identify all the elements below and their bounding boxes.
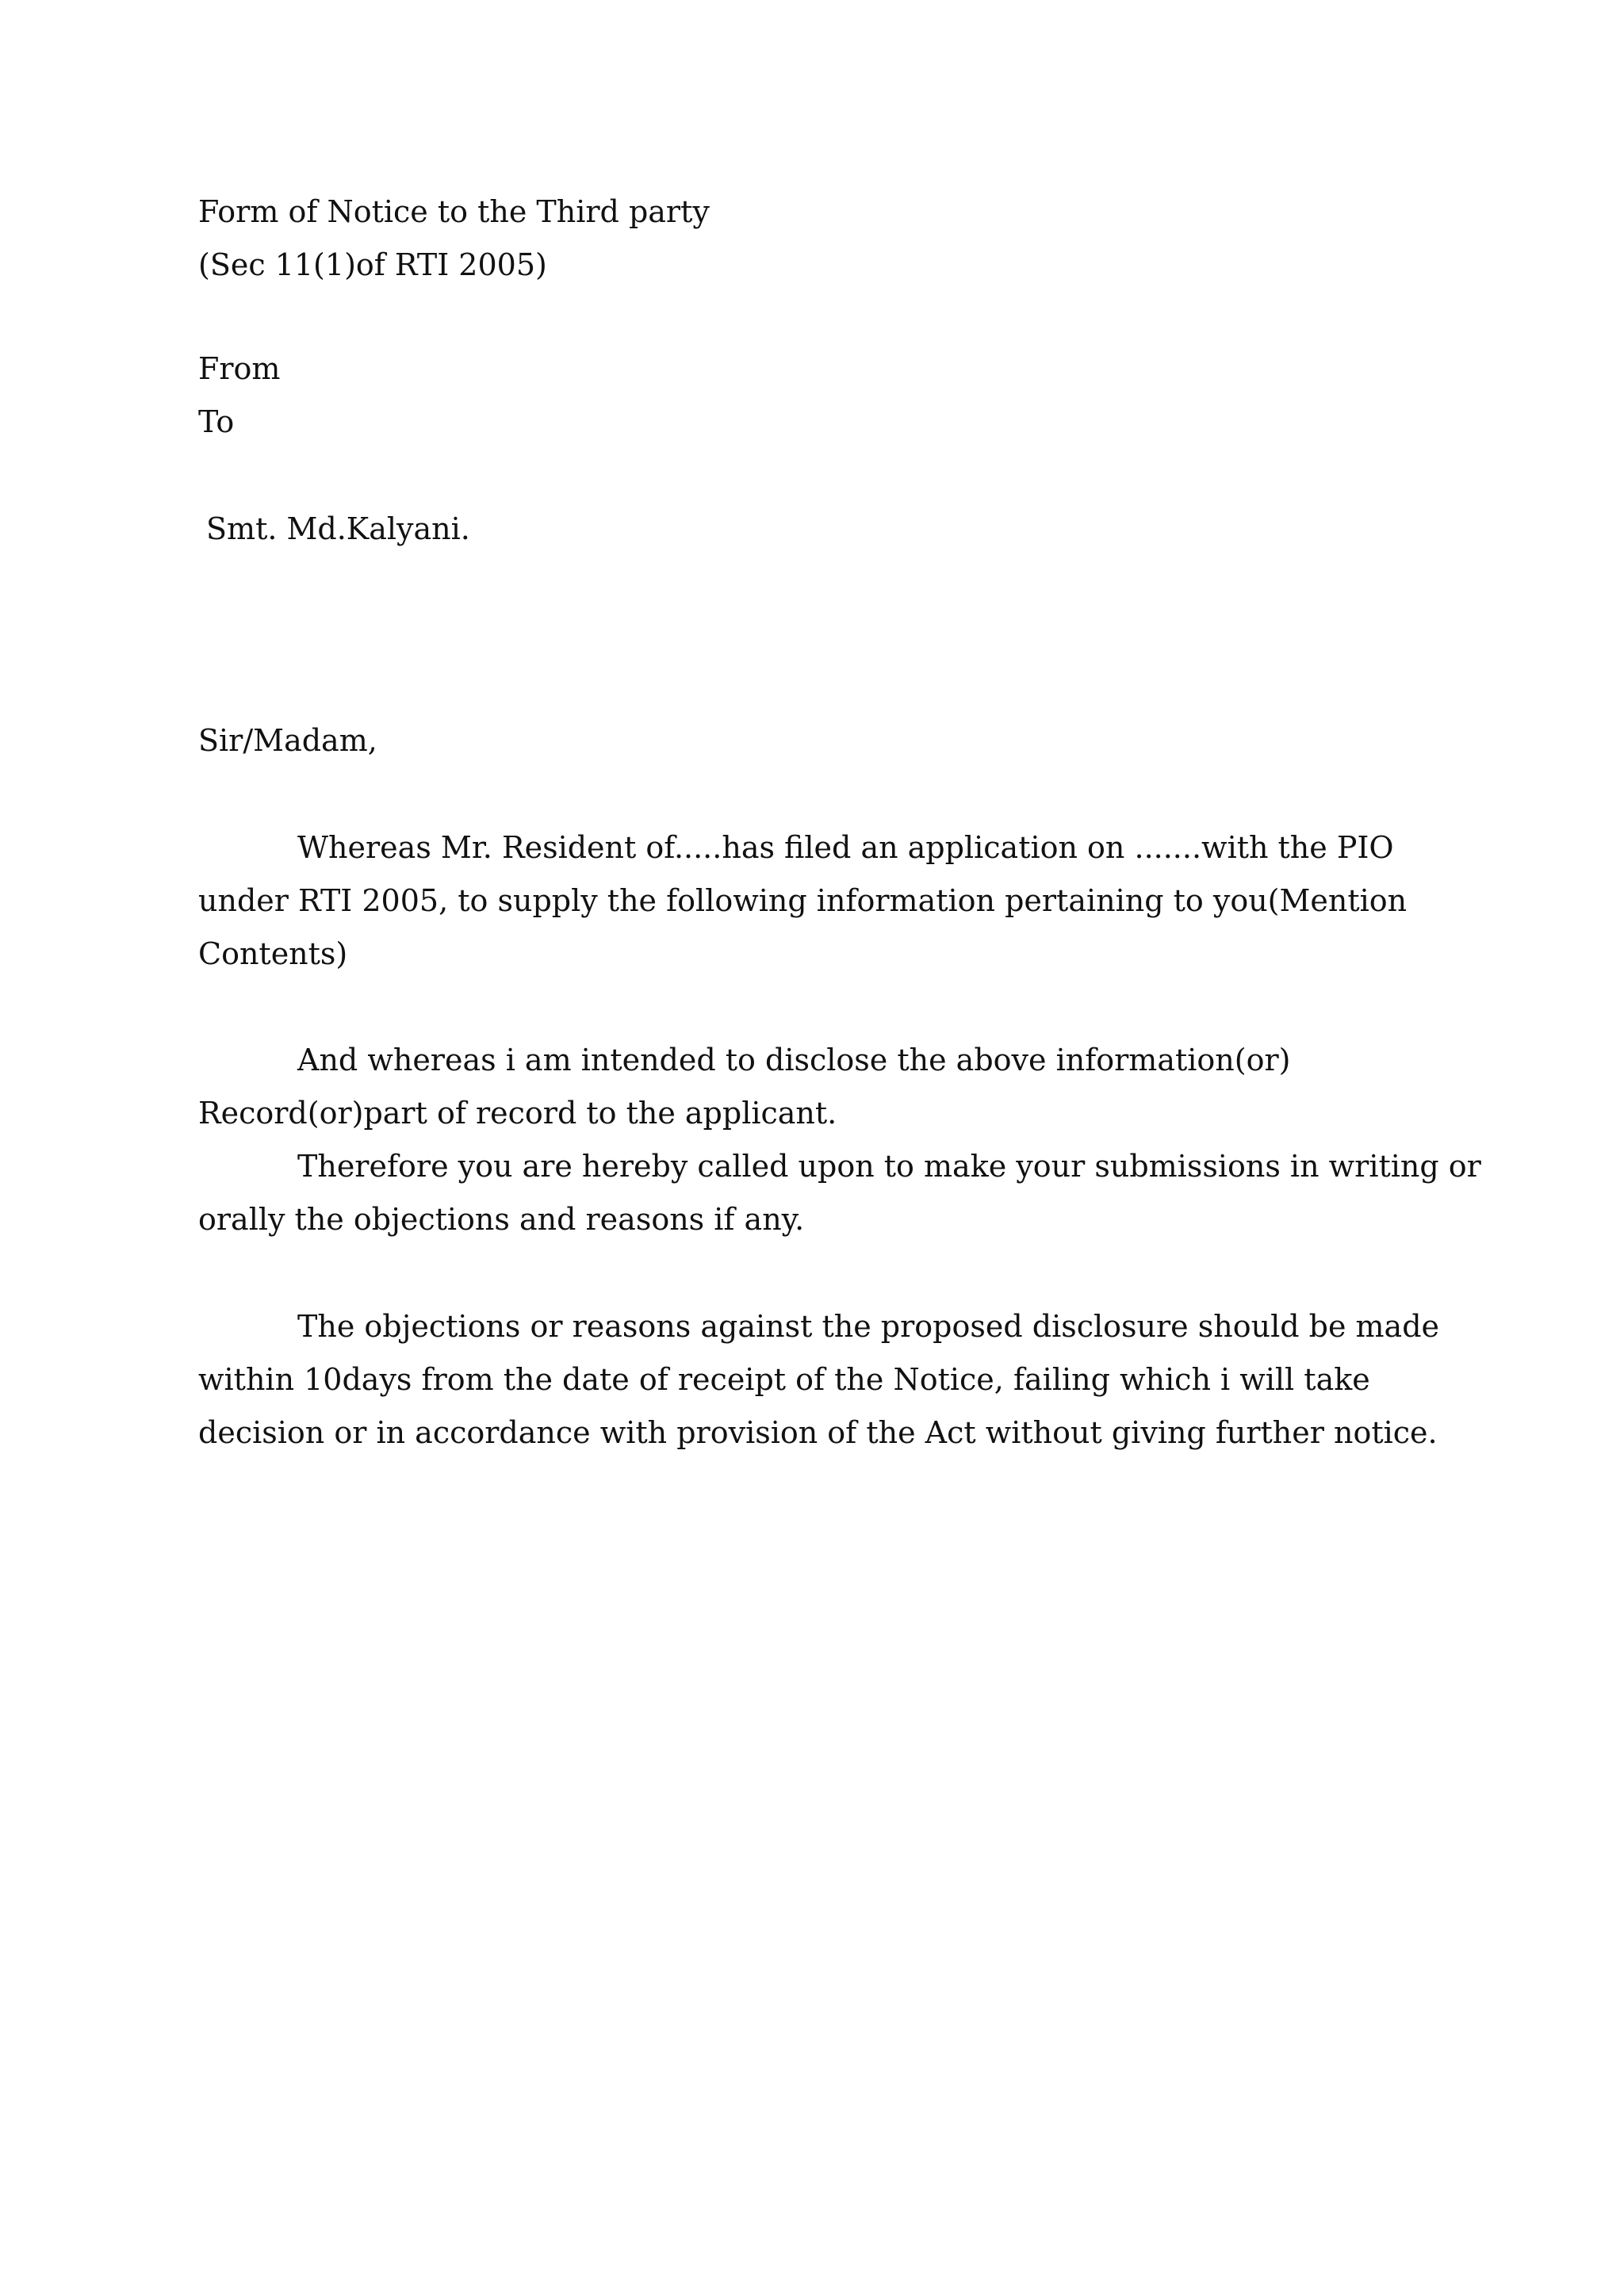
notice-section-reference: (Sec 11(1)of RTI 2005) <box>198 247 547 282</box>
paragraph-line: And whereas i am intended to disclose the above information(or) <box>297 1043 1291 1077</box>
salutation-text: Sir/Madam, <box>198 723 377 758</box>
address-labels <box>198 342 1451 449</box>
paragraph-line: decision or in accordance with provision of the Act without giving further notice. <box>198 1415 1438 1450</box>
paragraph-objection-deadline <box>198 1300 1451 1460</box>
paragraph-application <box>198 821 1451 981</box>
paragraph-line: Contents) <box>198 936 348 971</box>
paragraph-line: Record(or)part of record to the applicant. <box>198 1096 837 1131</box>
salutation <box>198 714 1451 767</box>
recipient-name-text: Smt. Md.Kalyani. <box>206 511 470 546</box>
paragraph-disclosure-intent <box>198 1034 1481 1246</box>
notice-title: Form of Notice to the Third party <box>198 194 710 229</box>
paragraph-line: under RTI 2005, to supply the following information pertaining to you(Mention <box>198 883 1408 918</box>
paragraph-line: Whereas Mr. Resident of.....has filed an application on .......with the PIO <box>297 830 1394 865</box>
paragraph-line: within 10days from the date of receipt of the Notice, failing which i will take <box>198 1362 1370 1397</box>
from-label: From <box>198 351 281 386</box>
notice-heading <box>198 186 1451 292</box>
paragraph-line: orally the objections and reasons if any. <box>198 1202 805 1237</box>
recipient-name <box>206 503 1459 556</box>
to-label: To <box>198 404 235 439</box>
paragraph-line: Therefore you are hereby called upon to make your submissions in writing or <box>297 1149 1481 1184</box>
paragraph-line: The objections or reasons against the proposed disclosure should be made <box>297 1309 1440 1344</box>
